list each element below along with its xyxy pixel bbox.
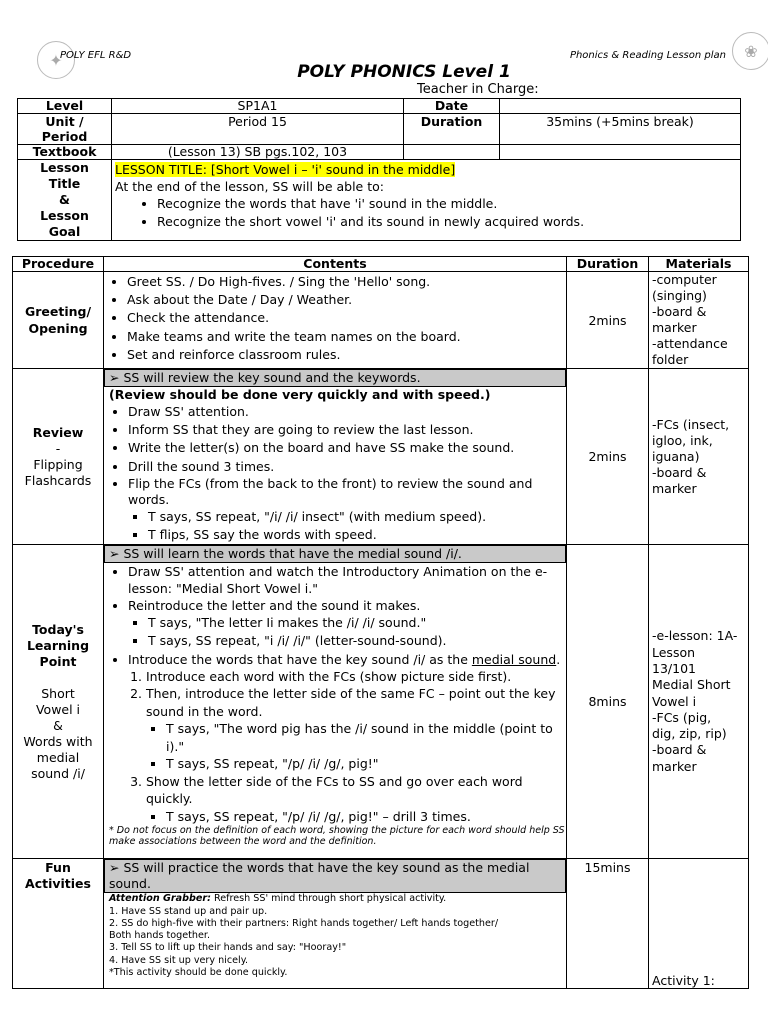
learning-materials: -e-lesson: 1A- Lesson 13/101 Medial Short Vowel i -FCs (pig, dig, zip, rip) -board & marker [649,545,749,859]
step-item: 1. Introduce each word with the FCs (show picture side first). [146,668,566,686]
list-item: • Drill the sound 3 times. [128,458,566,476]
sub-item: ▪ T says, SS repeat, "i /i/ /i/" (letter-sound-sound). [148,632,566,650]
greeting-procedure: Greeting/ Opening [13,272,104,369]
goal-item: • Recognize the words that have 'i' sound in the middle. [157,195,737,213]
duration-header: Duration [567,257,649,272]
fun-objective-bar: ➢ SS will practice the words that have the key sound as the medial sound. [104,859,566,893]
greeting-contents [104,272,567,369]
fun-duration: 15mins [567,859,649,989]
review-note: (Review should be done very quickly and with speed.) [109,387,491,402]
level-label: Level [18,99,112,114]
date-label: Date [404,99,500,114]
fun-materials: Activity 1: [649,859,749,989]
goal-item: • Recognize the short vowel 'i' and its sound in newly acquired words. [157,213,737,231]
lesson-info-table [17,98,741,241]
procedure-header: Procedure [13,257,104,272]
header-left-text: POLY EFL R&D [60,50,132,61]
step-item: 3. Show the letter side of the FCs to SS and go over each word quickly. ▪ T says, SS repeat, "/p/ /i/ /g/, pig!" – drill 3 times. [146,773,566,826]
list-item: • Write the letter(s) on the board and have SS make the sound. [128,439,566,457]
page-title: POLY PHONICS Level 1 [297,62,511,82]
header-right-text: Phonics & Reading Lesson plan [569,50,726,61]
learning-contents [104,545,567,859]
sub-item: ▪ T says, "The letter Ii makes the /i/ /i/ sound." [148,614,566,632]
list-item: • Greet SS. / Do High-fives. / Sing the 'Hello' song. [127,273,563,291]
list-item: • Draw SS' attention. [128,403,566,421]
textbook-value: (Lesson 13) SB pgs.102, 103 [112,145,404,160]
row-greeting [13,272,749,369]
list-item: • Ask about the Date / Day / Weather. [127,291,563,309]
list-item: • Introduce the words that have the key sound /i/ as the medial sound. 1. Introduce each word with the FCs (show picture side first). 2. Then, introduce the letter side of the same FC – point out the key sound in the word. ▪ T says, "The word pig has the /i/ sound in the middle (point to i)." ▪ T says, SS repeat, "/p/ /i/ /g/, pig!" 3. Show the letter side of the FCs to SS and go over each word quickly. ▪ T says, SS repeat, "/p/ /i/ /g/, pig!" – drill 3 times. [128,651,566,826]
textbook-label: Textbook [18,145,112,160]
lesson-title: LESSON TITLE: [Short Vowel i – 'i' sound in the middle] [115,162,456,177]
fun-procedure: Fun Activities [13,859,104,989]
review-duration: 2mins [567,369,649,545]
learning-procedure: Today's Learning Point Short Vowel i & Words with medial sound /i/ [13,545,104,859]
learning-duration: 8mins [567,545,649,859]
sub-item: ▪ T says, SS repeat, "/p/ /i/ /g/, pig!" [166,755,566,773]
level-value: SP1A1 [112,99,404,114]
sub-item: ▪ T flips, SS say the words with speed. [148,526,566,544]
attention-grabber: Attention Grabber: Refresh SS' mind through short physical activity. 1. Have SS stand up and pair up. 2. SS do high-five with their partners: Right hands together/ Left hands together/ Both hands together. 3. Tell SS to lift up their hands and say: "Hooray!" 4. Have SS sit up very nicely. *This activity should be done quickly. [109,893,499,978]
learning-note: * Do not focus on the definition of each word, showing the picture for each word should help SS make associations between the word and the definition. [109,825,565,848]
lesson-goal-content [112,160,741,241]
poly-logo-left: ✦ [37,41,75,79]
row-unit [18,114,741,145]
review-contents [104,369,567,545]
step-item: 2. Then, introduce the letter side of the same FC – point out the key sound in the word. ▪ T says, "The word pig has the /i/ sound in the middle (point to i)." ▪ T says, SS repeat, "/p/ /i/ /g/, pig!" [146,685,566,773]
plan-header-row [13,257,749,272]
row-review [13,369,749,545]
fun-contents [104,859,567,989]
contents-header: Contents [104,257,567,272]
review-objective-bar: ➢ SS will review the key sound and the keywords. [104,369,566,387]
duration-label: Duration [404,114,500,145]
list-item: • Check the attendance. [127,309,563,327]
sub-item: ▪ T says, "The word pig has the /i/ sound in the middle (point to i)." [166,720,566,755]
lesson-goal-label: Lesson Title & Lesson Goal [18,160,112,241]
materials-header: Materials [649,257,749,272]
review-procedure: Review - Flipping Flashcards [13,369,104,545]
review-materials: -FCs (insect, igloo, ink, iguana) -board & marker [649,369,749,545]
list-item: • Inform SS that they are going to review the last lesson. [128,421,566,439]
row-learning-point [13,545,749,859]
list-item: • Draw SS' attention and watch the Introductory Animation on the e-lesson: "Medial Short Vowel i." [128,563,566,597]
sub-item: ▪ T says, SS repeat, "/p/ /i/ /g/, pig!" – drill 3 times. [166,808,566,826]
teacher-in-charge-label: Teacher in Charge: [417,82,539,97]
goal-intro: At the end of the lesson, SS will be able to: [115,179,384,194]
greeting-materials: -computer (singing) -board & marker -attendance folder [649,272,749,369]
unit-value: Period 15 [112,114,404,145]
greeting-duration: 2mins [567,272,649,369]
list-item: • Set and reinforce classroom rules. [127,346,563,364]
list-item: • Reintroduce the letter and the sound it makes. ▪ T says, "The letter Ii makes the /i/ /i/ sound." ▪ T says, SS repeat, "i /i/ /i/" (letter-sound-sound). [128,597,566,650]
lesson-plan-table [12,256,749,989]
poly-logo-right: ❀ [732,32,768,70]
row-lesson-goal [18,160,741,241]
learning-objective-bar: ➢ SS will learn the words that have the medial sound /i/. [104,545,566,563]
row-level [18,99,741,114]
unit-label: Unit / Period [18,114,112,145]
sub-item: ▪ T says, SS repeat, "/i/ /i/ insect" (with medium speed). [148,508,566,526]
list-item: • Flip the FCs (from the back to the front) to review the sound and words. ▪ T says, SS repeat, "/i/ /i/ insect" (with medium speed). ▪ T flips, SS say the words with speed. [128,476,566,544]
row-textbook [18,145,741,160]
duration-value: 35mins (+5mins break) [500,114,741,145]
row-fun-activities [13,859,749,989]
date-value [500,99,741,114]
list-item: • Make teams and write the team names on the board. [127,328,563,346]
